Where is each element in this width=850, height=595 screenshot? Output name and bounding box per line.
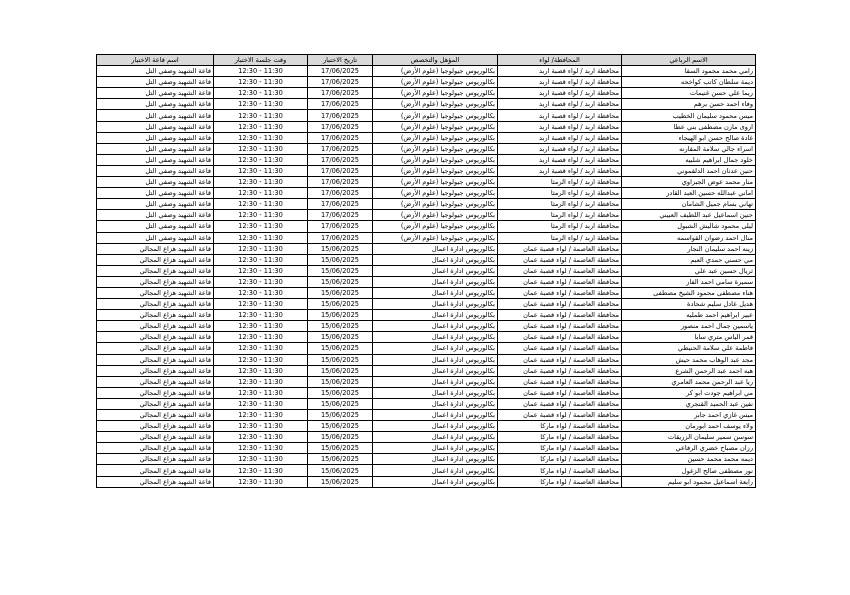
- cell-qualification: بكالوريوس ادارة اعمال: [373, 443, 498, 454]
- cell-governorate: محافظة اربد / لواء قصبة اربد: [498, 77, 622, 88]
- cell-qualification: بكالوريوس ادارة اعمال: [373, 354, 498, 365]
- cell-session-time: 11:30 - 12:30: [214, 421, 308, 432]
- cell-exam-date: 15/06/2025: [308, 387, 373, 398]
- cell-name: هديل عادل سليم شحادة: [622, 299, 756, 310]
- header-governorate: المحافظة/ لواء: [498, 55, 622, 66]
- cell-exam-date: 15/06/2025: [308, 376, 373, 387]
- cell-exam-date: 17/06/2025: [308, 165, 373, 176]
- cell-exam-date: 17/06/2025: [308, 221, 373, 232]
- cell-session-time: 11:30 - 12:30: [214, 199, 308, 210]
- exam-schedule-table: [96, 54, 756, 488]
- cell-qualification: بكالوريوس ادارة اعمال: [373, 254, 498, 265]
- cell-qualification: بكالوريوس ادارة اعمال: [373, 299, 498, 310]
- cell-name: سميرة سامي احمد الفار: [622, 276, 756, 287]
- cell-session-time: 11:30 - 12:30: [214, 132, 308, 143]
- cell-governorate: محافظة العاصمة / لواء قصبة عمان: [498, 365, 622, 376]
- table-row: [97, 354, 756, 365]
- cell-hall: قاعة الشهيد هزاع المجالي: [97, 421, 214, 432]
- cell-session-time: 11:30 - 12:30: [214, 387, 308, 398]
- cell-governorate: محافظة العاصمة / لواء قصبة عمان: [498, 310, 622, 321]
- cell-hall: قاعة الشهيد وصفي التل: [97, 221, 214, 232]
- cell-qualification: بكالوريوس جيولوجيا (علوم الأرض): [373, 121, 498, 132]
- cell-name: منار محمد عوض الجبزاوي: [622, 177, 756, 188]
- cell-qualification: بكالوريوس ادارة اعمال: [373, 287, 498, 298]
- cell-name: ليلى محمود شاليش الشبول: [622, 221, 756, 232]
- cell-exam-date: 17/06/2025: [308, 232, 373, 243]
- cell-governorate: محافظة العاصمة / لواء قصبة عمان: [498, 354, 622, 365]
- table-row: [97, 276, 756, 287]
- cell-exam-date: 17/06/2025: [308, 88, 373, 99]
- cell-hall: قاعة الشهيد هزاع المجالي: [97, 265, 214, 276]
- table-row: [97, 398, 756, 409]
- cell-session-time: 11:30 - 12:30: [214, 265, 308, 276]
- table-row: [97, 188, 756, 199]
- cell-session-time: 11:30 - 12:30: [214, 143, 308, 154]
- cell-session-time: 11:30 - 12:30: [214, 287, 308, 298]
- cell-governorate: محافظة اربد / لواء قصبة اربد: [498, 121, 622, 132]
- cell-name: وفاء احمد حسن برهم: [622, 99, 756, 110]
- cell-hall: قاعة الشهيد هزاع المجالي: [97, 321, 214, 332]
- cell-exam-date: 17/06/2025: [308, 99, 373, 110]
- cell-governorate: محافظة اربد / لواء الرمثا: [498, 221, 622, 232]
- cell-governorate: محافظة اربد / لواء قصبة اربد: [498, 143, 622, 154]
- cell-governorate: محافظة العاصمة / لواء قصبة عمان: [498, 398, 622, 409]
- cell-exam-date: 15/06/2025: [308, 432, 373, 443]
- cell-exam-date: 15/06/2025: [308, 343, 373, 354]
- cell-governorate: محافظة العاصمة / لواء قصبة عمان: [498, 343, 622, 354]
- cell-hall: قاعة الشهيد هزاع المجالي: [97, 476, 214, 487]
- cell-governorate: محافظة اربد / لواء الرمثا: [498, 188, 622, 199]
- cell-governorate: محافظة اربد / لواء قصبة اربد: [498, 99, 622, 110]
- cell-session-time: 11:30 - 12:30: [214, 99, 308, 110]
- table-row: [97, 476, 756, 487]
- cell-session-time: 11:30 - 12:30: [214, 454, 308, 465]
- cell-exam-date: 17/06/2025: [308, 121, 373, 132]
- cell-qualification: بكالوريوس جيولوجيا (علوم الأرض): [373, 132, 498, 143]
- table-row: [97, 454, 756, 465]
- cell-governorate: محافظة العاصمة / لواء قصبة عمان: [498, 321, 622, 332]
- cell-name: نور مصطفى صالح الزغول: [622, 465, 756, 476]
- cell-session-time: 11:30 - 12:30: [214, 365, 308, 376]
- cell-session-time: 11:30 - 12:30: [214, 154, 308, 165]
- cell-exam-date: 17/06/2025: [308, 110, 373, 121]
- cell-governorate: محافظة العاصمة / لواء قصبة عمان: [498, 243, 622, 254]
- cell-exam-date: 15/06/2025: [308, 332, 373, 343]
- cell-qualification: بكالوريوس جيولوجيا (علوم الأرض): [373, 154, 498, 165]
- cell-hall: قاعة الشهيد وصفي التل: [97, 199, 214, 210]
- cell-name: ولاء يوسف احمد ابورمان: [622, 421, 756, 432]
- table-row: [97, 421, 756, 432]
- cell-name: مي ابراهيم جودت ابو كر: [622, 387, 756, 398]
- cell-governorate: محافظة العاصمة / لواء قصبة عمان: [498, 299, 622, 310]
- table-row: [97, 254, 756, 265]
- cell-name: رابعة اسماعيل محمود ابو سليم: [622, 476, 756, 487]
- cell-hall: قاعة الشهيد وصفي التل: [97, 121, 214, 132]
- cell-qualification: بكالوريوس جيولوجيا (علوم الأرض): [373, 210, 498, 221]
- cell-name: ميس غازي احمد جابر: [622, 410, 756, 421]
- table-row: [97, 465, 756, 476]
- cell-session-time: 11:30 - 12:30: [214, 88, 308, 99]
- cell-session-time: 11:30 - 12:30: [214, 165, 308, 176]
- cell-qualification: بكالوريوس ادارة اعمال: [373, 398, 498, 409]
- cell-hall: قاعة الشهيد هزاع المجالي: [97, 343, 214, 354]
- cell-governorate: محافظة اربد / لواء قصبة اربد: [498, 154, 622, 165]
- header-row: [97, 55, 756, 66]
- cell-name: منال احمد رضوان القواسمه: [622, 232, 756, 243]
- cell-hall: قاعة الشهيد وصفي التل: [97, 110, 214, 121]
- cell-governorate: محافظة العاصمة / لواء ماركا: [498, 421, 622, 432]
- cell-session-time: 11:30 - 12:30: [214, 310, 308, 321]
- cell-exam-date: 15/06/2025: [308, 454, 373, 465]
- cell-exam-date: 15/06/2025: [308, 310, 373, 321]
- cell-governorate: محافظة العاصمة / لواء قصبة عمان: [498, 254, 622, 265]
- cell-session-time: 11:30 - 12:30: [214, 410, 308, 421]
- cell-hall: قاعة الشهيد هزاع المجالي: [97, 410, 214, 421]
- cell-session-time: 11:30 - 12:30: [214, 354, 308, 365]
- cell-name: مي حسني حمدي العبم: [622, 254, 756, 265]
- cell-governorate: محافظة العاصمة / لواء ماركا: [498, 454, 622, 465]
- cell-hall: قاعة الشهيد هزاع المجالي: [97, 354, 214, 365]
- table-row: [97, 321, 756, 332]
- table-row: [97, 165, 756, 176]
- table-row: [97, 343, 756, 354]
- cell-qualification: بكالوريوس ادارة اعمال: [373, 421, 498, 432]
- cell-qualification: بكالوريوس ادارة اعمال: [373, 454, 498, 465]
- cell-exam-date: 15/06/2025: [308, 421, 373, 432]
- cell-name: ريا عبد الرحمن محمد العامري: [622, 376, 756, 387]
- cell-hall: قاعة الشهيد وصفي التل: [97, 210, 214, 221]
- cell-exam-date: 15/06/2025: [308, 443, 373, 454]
- cell-name: سوسن سمير سليمان الزريقات: [622, 432, 756, 443]
- cell-governorate: محافظة العاصمة / لواء ماركا: [498, 465, 622, 476]
- cell-qualification: بكالوريوس جيولوجيا (علوم الأرض): [373, 232, 498, 243]
- cell-exam-date: 15/06/2025: [308, 465, 373, 476]
- cell-exam-date: 15/06/2025: [308, 410, 373, 421]
- cell-hall: قاعة الشهيد وصفي التل: [97, 232, 214, 243]
- cell-session-time: 11:30 - 12:30: [214, 221, 308, 232]
- cell-qualification: بكالوريوس ادارة اعمال: [373, 387, 498, 398]
- cell-name: فاطمة علي سلامة الحنيطي: [622, 343, 756, 354]
- cell-qualification: بكالوريوس جيولوجيا (علوم الأرض): [373, 177, 498, 188]
- cell-exam-date: 17/06/2025: [308, 188, 373, 199]
- cell-session-time: 11:30 - 12:30: [214, 321, 308, 332]
- cell-name: حنين عدنان احمد الدلقموني: [622, 165, 756, 176]
- cell-hall: قاعة الشهيد هزاع المجالي: [97, 432, 214, 443]
- cell-name: تهاني بسام جميل الشامان: [622, 199, 756, 210]
- cell-governorate: محافظة اربد / لواء الرمثا: [498, 210, 622, 221]
- cell-governorate: محافظة اربد / لواء قصبة اربد: [498, 88, 622, 99]
- table-row: [97, 110, 756, 121]
- cell-exam-date: 17/06/2025: [308, 199, 373, 210]
- cell-session-time: 11:30 - 12:30: [214, 465, 308, 476]
- cell-governorate: محافظة اربد / لواء الرمثا: [498, 177, 622, 188]
- cell-governorate: محافظة العاصمة / لواء قصبة عمان: [498, 265, 622, 276]
- cell-qualification: بكالوريوس ادارة اعمال: [373, 321, 498, 332]
- cell-governorate: محافظة اربد / لواء الرمثا: [498, 232, 622, 243]
- cell-exam-date: 17/06/2025: [308, 154, 373, 165]
- cell-qualification: بكالوريوس جيولوجيا (علوم الأرض): [373, 188, 498, 199]
- cell-hall: قاعة الشهيد هزاع المجالي: [97, 299, 214, 310]
- cell-hall: قاعة الشهيد وصفي التل: [97, 165, 214, 176]
- cell-hall: قاعة الشهيد هزاع المجالي: [97, 398, 214, 409]
- header-hall: اسم قاعة الاختبار: [97, 55, 214, 66]
- cell-session-time: 11:30 - 12:30: [214, 443, 308, 454]
- cell-session-time: 11:30 - 12:30: [214, 376, 308, 387]
- table-row: [97, 99, 756, 110]
- cell-hall: قاعة الشهيد وصفي التل: [97, 132, 214, 143]
- cell-session-time: 11:30 - 12:30: [214, 332, 308, 343]
- table-row: [97, 365, 756, 376]
- cell-session-time: 11:30 - 12:30: [214, 243, 308, 254]
- cell-exam-date: 17/06/2025: [308, 132, 373, 143]
- table-row: [97, 387, 756, 398]
- cell-qualification: بكالوريوس ادارة اعمال: [373, 332, 498, 343]
- cell-session-time: 11:30 - 12:30: [214, 177, 308, 188]
- cell-session-time: 11:30 - 12:30: [214, 77, 308, 88]
- cell-hall: قاعة الشهيد هزاع المجالي: [97, 465, 214, 476]
- cell-session-time: 11:30 - 12:30: [214, 110, 308, 121]
- cell-hall: قاعة الشهيد هزاع المجالي: [97, 387, 214, 398]
- cell-qualification: بكالوريوس جيولوجيا (علوم الأرض): [373, 221, 498, 232]
- cell-name: زينه احمد سليمان النجار: [622, 243, 756, 254]
- cell-hall: قاعة الشهيد هزاع المجالي: [97, 254, 214, 265]
- cell-qualification: بكالوريوس جيولوجيا (علوم الأرض): [373, 143, 498, 154]
- cell-qualification: بكالوريوس ادارة اعمال: [373, 343, 498, 354]
- cell-qualification: بكالوريوس ادارة اعمال: [373, 365, 498, 376]
- cell-session-time: 11:30 - 12:30: [214, 188, 308, 199]
- cell-governorate: محافظة العاصمة / لواء ماركا: [498, 443, 622, 454]
- cell-hall: قاعة الشهيد وصفي التل: [97, 66, 214, 77]
- cell-exam-date: 15/06/2025: [308, 299, 373, 310]
- cell-name: نفين عبد الحميد القنجري: [622, 398, 756, 409]
- table-row: [97, 443, 756, 454]
- cell-qualification: بكالوريوس جيولوجيا (علوم الأرض): [373, 88, 498, 99]
- cell-hall: قاعة الشهيد هزاع المجالي: [97, 376, 214, 387]
- cell-qualification: بكالوريوس جيولوجيا (علوم الأرض): [373, 99, 498, 110]
- cell-governorate: محافظة العاصمة / لواء قصبة عمان: [498, 332, 622, 343]
- cell-qualification: بكالوريوس جيولوجيا (علوم الأرض): [373, 199, 498, 210]
- cell-name: هبه احمد عبد الرحمن الشرع: [622, 365, 756, 376]
- table-row: [97, 376, 756, 387]
- cell-name: اماني عبدالله حسين العبد القادر: [622, 188, 756, 199]
- cell-governorate: محافظة اربد / لواء قصبة اربد: [498, 132, 622, 143]
- cell-hall: قاعة الشهيد وصفي التل: [97, 143, 214, 154]
- cell-hall: قاعة الشهيد وصفي التل: [97, 177, 214, 188]
- cell-hall: قاعة الشهيد هزاع المجالي: [97, 276, 214, 287]
- cell-qualification: بكالوريوس ادارة اعمال: [373, 265, 498, 276]
- table-row: [97, 199, 756, 210]
- cell-exam-date: 15/06/2025: [308, 243, 373, 254]
- cell-qualification: بكالوريوس ادارة اعمال: [373, 243, 498, 254]
- cell-name: هناء مصطفى محمود الشيخ مصطفى: [622, 287, 756, 298]
- cell-session-time: 11:30 - 12:30: [214, 232, 308, 243]
- cell-exam-date: 17/06/2025: [308, 66, 373, 77]
- table-row: [97, 121, 756, 132]
- cell-qualification: بكالوريوس ادارة اعمال: [373, 465, 498, 476]
- cell-qualification: بكالوريوس ادارة اعمال: [373, 476, 498, 487]
- cell-session-time: 11:30 - 12:30: [214, 476, 308, 487]
- cell-exam-date: 15/06/2025: [308, 265, 373, 276]
- cell-exam-date: 17/06/2025: [308, 177, 373, 188]
- cell-hall: قاعة الشهيد وصفي التل: [97, 154, 214, 165]
- cell-hall: قاعة الشهيد وصفي التل: [97, 88, 214, 99]
- cell-name: اروى مازن مصطفى بني عطا: [622, 121, 756, 132]
- cell-exam-date: 15/06/2025: [308, 321, 373, 332]
- header-session-time: وقت جلسة الاختبار: [214, 55, 308, 66]
- cell-name: ثريال حسين عبد علي: [622, 265, 756, 276]
- cell-governorate: محافظة العاصمة / لواء قصبة عمان: [498, 387, 622, 398]
- cell-qualification: بكالوريوس جيولوجيا (علوم الأرض): [373, 110, 498, 121]
- cell-governorate: محافظة العاصمة / لواء قصبة عمان: [498, 287, 622, 298]
- cell-name: رزان مصباح خضري الرفاعي: [622, 443, 756, 454]
- cell-exam-date: 15/06/2025: [308, 276, 373, 287]
- cell-name: خلود جمال ابراهيم شلبيه: [622, 154, 756, 165]
- cell-governorate: محافظة اربد / لواء قصبة اربد: [498, 165, 622, 176]
- cell-governorate: محافظة العاصمة / لواء ماركا: [498, 476, 622, 487]
- cell-exam-date: 15/06/2025: [308, 354, 373, 365]
- table-row: [97, 77, 756, 88]
- cell-qualification: بكالوريوس جيولوجيا (علوم الأرض): [373, 77, 498, 88]
- cell-exam-date: 15/06/2025: [308, 398, 373, 409]
- table-row: [97, 243, 756, 254]
- cell-session-time: 11:30 - 12:30: [214, 276, 308, 287]
- table-row: [97, 332, 756, 343]
- cell-exam-date: 17/06/2025: [308, 77, 373, 88]
- table-row: [97, 210, 756, 221]
- cell-exam-date: 17/06/2025: [308, 143, 373, 154]
- cell-hall: قاعة الشهيد هزاع المجالي: [97, 443, 214, 454]
- cell-exam-date: 17/06/2025: [308, 210, 373, 221]
- cell-session-time: 11:30 - 12:30: [214, 254, 308, 265]
- cell-session-time: 11:30 - 12:30: [214, 343, 308, 354]
- table-row: [97, 410, 756, 421]
- table-row: [97, 310, 756, 321]
- table-row: [97, 132, 756, 143]
- cell-name: قمر الياس متري سابا: [622, 332, 756, 343]
- cell-governorate: محافظة العاصمة / لواء قصبة عمان: [498, 276, 622, 287]
- cell-qualification: بكالوريوس ادارة اعمال: [373, 310, 498, 321]
- cell-session-time: 11:30 - 12:30: [214, 210, 308, 221]
- cell-name: عبير ابراهيم احمد طمليه: [622, 310, 756, 321]
- table-row: [97, 221, 756, 232]
- table-row: [97, 265, 756, 276]
- cell-session-time: 11:30 - 12:30: [214, 432, 308, 443]
- cell-governorate: محافظة اربد / لواء قصبة اربد: [498, 110, 622, 121]
- cell-hall: قاعة الشهيد هزاع المجالي: [97, 365, 214, 376]
- cell-session-time: 11:30 - 12:30: [214, 299, 308, 310]
- table-row: [97, 88, 756, 99]
- table-row: [97, 154, 756, 165]
- cell-name: غادة صالح حسن ابو الهيجاء: [622, 132, 756, 143]
- cell-qualification: بكالوريوس جيولوجيا (علوم الأرض): [373, 165, 498, 176]
- cell-governorate: محافظة اربد / لواء الرمثا: [498, 199, 622, 210]
- cell-hall: قاعة الشهيد وصفي التل: [97, 188, 214, 199]
- cell-exam-date: 15/06/2025: [308, 254, 373, 265]
- cell-qualification: بكالوريوس ادارة اعمال: [373, 276, 498, 287]
- table-row: [97, 66, 756, 77]
- table-row: [97, 232, 756, 243]
- table-row: [97, 177, 756, 188]
- cell-hall: قاعة الشهيد هزاع المجالي: [97, 310, 214, 321]
- table-row: [97, 432, 756, 443]
- cell-name: ديمه محمد محمد حسين: [622, 454, 756, 465]
- cell-governorate: محافظة العاصمة / لواء ماركا: [498, 432, 622, 443]
- cell-exam-date: 15/06/2025: [308, 476, 373, 487]
- cell-hall: قاعة الشهيد هزاع المجالي: [97, 332, 214, 343]
- cell-name: ريما علي حسن غنيمات: [622, 88, 756, 99]
- cell-qualification: بكالوريوس ادارة اعمال: [373, 376, 498, 387]
- cell-qualification: بكالوريوس جيولوجيا (علوم الأرض): [373, 66, 498, 77]
- cell-exam-date: 15/06/2025: [308, 365, 373, 376]
- header-name: الاسم الرباعي: [622, 55, 756, 66]
- cell-qualification: بكالوريوس ادارة اعمال: [373, 410, 498, 421]
- cell-name: ديمة سلطان كاتب كواخحه: [622, 77, 756, 88]
- cell-name: ميس محمود سليمان الخطيب: [622, 110, 756, 121]
- cell-name: رامي محمد محمود السقا: [622, 66, 756, 77]
- cell-governorate: محافظة العاصمة / لواء قصبة عمان: [498, 376, 622, 387]
- table-row: [97, 143, 756, 154]
- cell-name: اسراء جالي سلامة المقارنه: [622, 143, 756, 154]
- cell-governorate: محافظة العاصمة / لواء قصبة عمان: [498, 410, 622, 421]
- cell-qualification: بكالوريوس ادارة اعمال: [373, 432, 498, 443]
- cell-hall: قاعة الشهيد هزاع المجالي: [97, 243, 214, 254]
- header-exam-date: تاريخ الاختبار: [308, 55, 373, 66]
- cell-hall: قاعة الشهيد هزاع المجالي: [97, 287, 214, 298]
- cell-session-time: 11:30 - 12:30: [214, 121, 308, 132]
- cell-exam-date: 15/06/2025: [308, 287, 373, 298]
- cell-name: ياسمين جمال احمد منصور: [622, 321, 756, 332]
- table-row: [97, 287, 756, 298]
- cell-session-time: 11:30 - 12:30: [214, 66, 308, 77]
- cell-hall: قاعة الشهيد هزاع المجالي: [97, 454, 214, 465]
- table-row: [97, 299, 756, 310]
- header-qualification: المؤهل والتخصص: [373, 55, 498, 66]
- cell-name: مجد عبد الوهاب محمد حيش: [622, 354, 756, 365]
- cell-governorate: محافظة اربد / لواء قصبة اربد: [498, 66, 622, 77]
- cell-hall: قاعة الشهيد وصفي التل: [97, 77, 214, 88]
- cell-hall: قاعة الشهيد وصفي التل: [97, 99, 214, 110]
- cell-name: حنين اسماعيل عبد اللطيف العبيني: [622, 210, 756, 221]
- cell-session-time: 11:30 - 12:30: [214, 398, 308, 409]
